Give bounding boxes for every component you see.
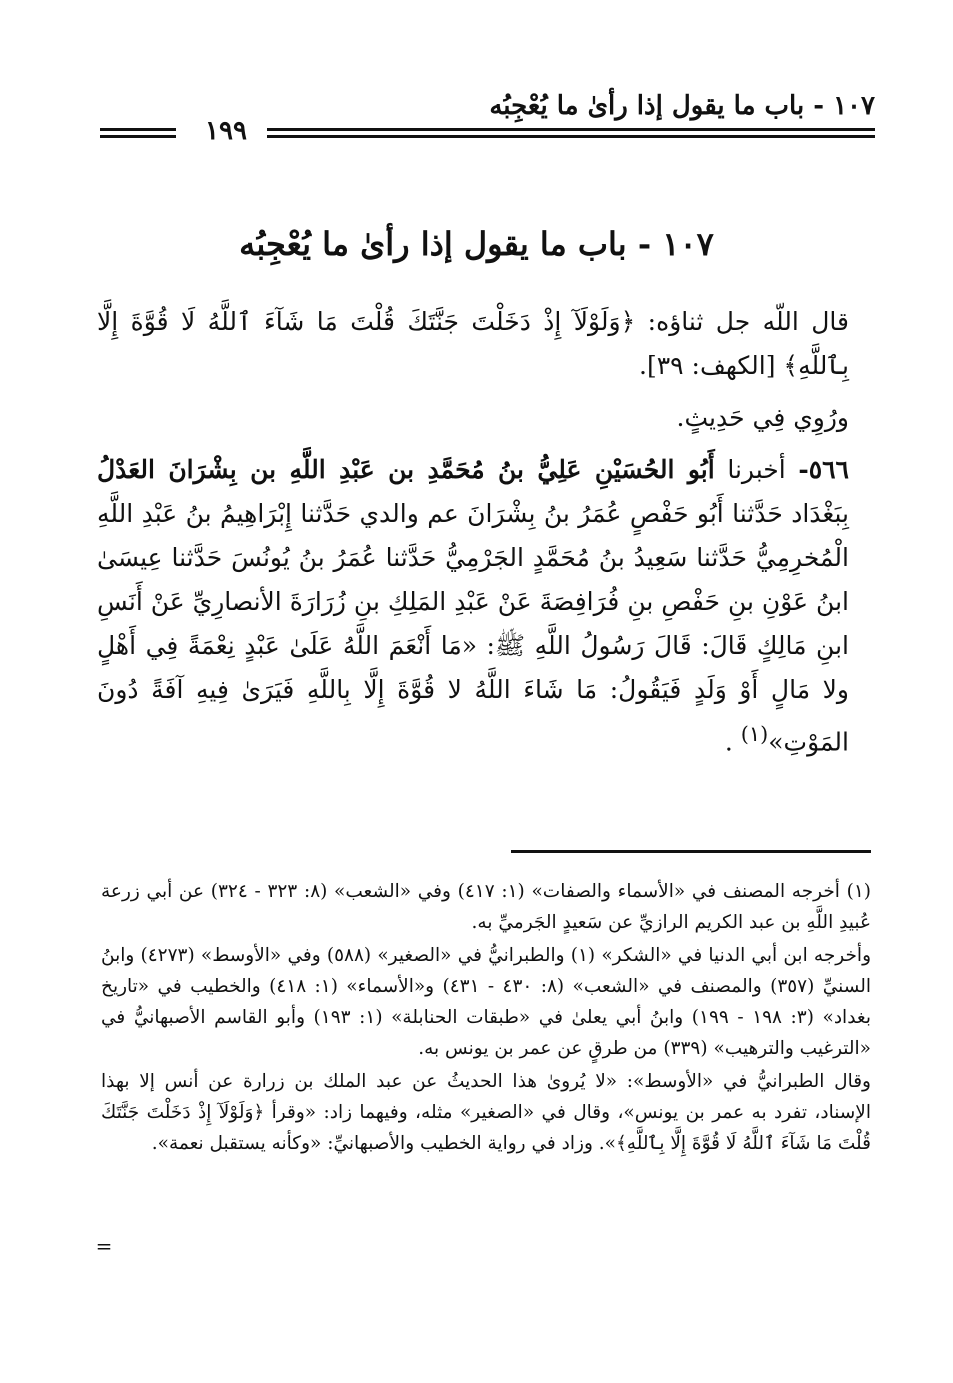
main-text bbox=[97, 300, 849, 772]
hadith-end: . bbox=[724, 727, 733, 757]
page-number: ١٩٩ bbox=[205, 116, 247, 146]
footnote-reference: (١) bbox=[740, 722, 769, 746]
header-double-rule-left bbox=[100, 128, 176, 138]
hadith-narrator: أَبُو الحُسَيْنِ عَلِيُّ بنُ مُحَمَّدِ بن عَبْدِ اللَّهِ بن بِشْرَانَ العَدْلُ bbox=[97, 455, 715, 484]
footnote-3: وقال الطبرانيُّ في «الأوسط»: «لا يُروىٰ هذا الحديثُ عن عبد الملك بن زرارة عن أنس إلا بهذا الإسناد، تفرد به عمر بن يونس»، وقال في «الصغير» مثله، وفيهما زاد: «وقرأ ﴿وَلَوْلَآ إِذْ دَخَلْتَ جَنَّتَكَ قُلْتَ مَا شَآءَ ٱللَّهُ لَا قُوَّةَ إِلَّا بِٱللَّهِ﴾». وزاد في رواية الخطيب والأصبهانيِّ: «وكأنه يستقبل نعمة». bbox=[101, 1071, 871, 1154]
chapter-title: ١٠٧ - باب ما يقول إذا رأىٰ ما يُعْجِبُه bbox=[239, 225, 714, 263]
narration-note-paragraph: ورُوِي فِي حَدِيثٍ. bbox=[676, 403, 849, 432]
footnote-2: وأخرجه ابن أبي الدنيا في «الشكر» (١) والطبرانيُّ في «الصغير» (٥٨٨) وفي «الأوسط» (٤٢٧٣) وابنُ السنيِّ (٣٥٧) والمصنف في «الشعب» (٨: ٤٣٠ - ٤٣١) و«الأسماء» (١: ٤١٨) والخطيب في «تاريخ بغداد» (٣: ١٩٨ - ١٩٩) وابنُ أبي يعلىٰ في «طبقات الحنابلة» (١: ١٩٣) وأبو القاسم الأصبهانيُّ في «الترغيب والترهيب» (٣٣٩) من طرقٍ عن عمر بن يونس به. bbox=[101, 945, 872, 1059]
hadith-intro: أخبرنا bbox=[727, 455, 786, 484]
footnotes bbox=[101, 876, 871, 1161]
running-header-title: ١٠٧ - باب ما يقول إذا رأىٰ ما يُعْجِبُه bbox=[489, 91, 875, 121]
continuation-mark: = bbox=[95, 1234, 113, 1258]
quran-verse-paragraph: قال اللّه جل ثناؤه: ﴿وَلَوْلَآ إِذْ دَخَلْتَ جَنَّتَكَ قُلْتَ مَا شَآءَ ٱللَّهُ لَا قُوَّةَ إِلَّا بِٱللَّهِ﴾ [الكهف: ٣٩]. bbox=[97, 307, 849, 380]
header-double-rule-right bbox=[267, 128, 875, 138]
footnote-separator bbox=[511, 850, 871, 853]
hadith-number: ٥٦٦- bbox=[798, 455, 849, 484]
footnote-1: (١) أخرجه المصنف في «الأسماء والصفات» (١: ٤١٧) وفي «الشعب» (٨: ٣٢٣ - ٣٢٤) عن أبي زرعة عُبيدِ اللَّهِ بن عبد الكريم الرازيِّ عن سَعيدٍ الجَرميِّ به. bbox=[101, 881, 871, 933]
hadith-paragraph bbox=[97, 448, 849, 764]
hadith-text: بِبَغْدَاد حَدَّثنا أَبُو حَفْصٍ عُمَرُ بنُ بِشْرَانَ عم والدي حَدَّثنا إِبْرَاهِيمُ بنُ عَبْدِ اللَّهِ الْمُخرِمِيُّ حَدَّثنا سَعِيدُ بنُ مُحَمَّدٍ الجَرْمِيُّ حَدَّثنا عُمَرُ بنُ يُونُسَ حَدَّثنا عِيسَىٰ ابنُ عَوْنِ بنِ حَفْصِ بنِ فُرَافِصَةَ عَنْ عَبْدِ المَلِكِ بنِ زُرَارَةَ الأنصارِيِّ عَنْ أَنَسِ ابنِ مَالِكٍ قَالَ: قَالَ رَسُولُ اللَّهِ ﷺ: «مَا أَنْعَمَ اللَّهُ عَلَىٰ عَبْدٍ نِعْمَةً فِي أَهْلٍ ولا مَالٍ أَوْ وَلَدٍ فَيَقُولُ: مَا شَاءَ اللَّهُ لا قُوَّةَ إِلَّا بِاللَّهِ فَيَرَىٰ فِيهِ آفَةً دُونَ المَوْتِ» bbox=[97, 499, 849, 757]
